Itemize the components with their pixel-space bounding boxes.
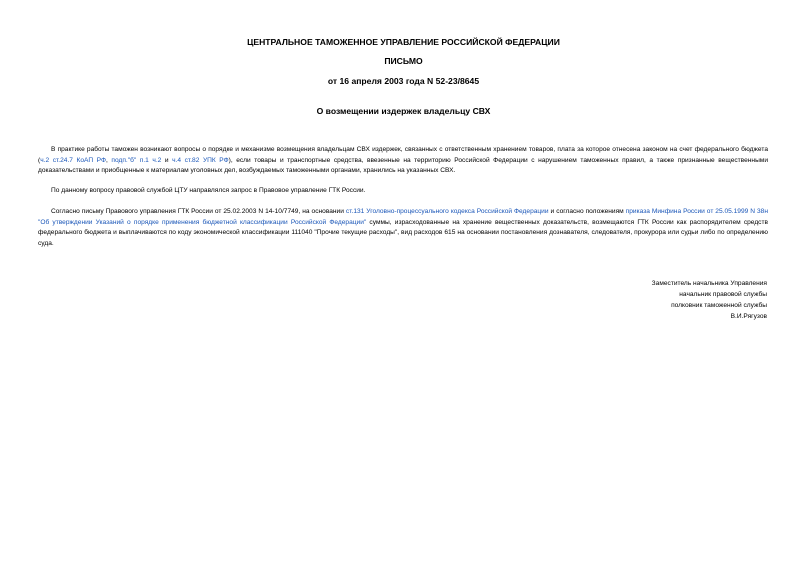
p3-text-3: суммы, израсходованные на хранение вещественных доказательств, возмещаются ГТК России как распорядителем средств федерального бюджета и выплачиваются по коду экономической классификации 111040 "Прочие текущие расходы", вид расходов 615 на основании постановления дознавателя, следователя, прокурора или судьи либо по определению суда. [38,218,768,247]
paragraph-1 [38,145,768,177]
link-koap-24-7[interactable]: ч.2 ст.24.7 КоАП РФ [40,156,106,164]
p1-text-1: В практике работы таможен возникают вопросы о порядке и механизме возмещения владельцам СВХ издержек, связанных с ответственным хранением товаров, плата за которое отнесена законом на счет федерального бюджета ( [38,146,768,164]
link-upk-131[interactable]: ст.131 Уголовно-процессуального кодекса Российской Федерации [345,208,549,215]
p1-text-3: и [161,156,173,164]
doc-type-heading: ПИСЬМО [384,56,423,66]
p3-text-1: Согласно письму Правового управления ГТК России от 25.02.2003 N 14-10/7749, на основании [51,208,346,215]
paragraph-2: По данному вопросу правовой службой ЦТУ направлялся запрос в Правовое управление ГТК России. [51,187,366,194]
link-minfin-order[interactable]: приказа Минфина России от 25.05.1999 N 38н "Об утверждении Указаний о порядке применения бюджетной классификации Российской Федерации" [38,208,768,226]
signature-block [652,278,767,322]
signature-line-position: Заместитель начальника Управления [651,280,767,287]
paragraph-3 [38,207,768,249]
link-upk-82[interactable]: ч.4 ст.82 УПК РФ [172,156,229,164]
subject-heading: О возмещении издержек владельцу СВХ [316,106,491,116]
p1-text-4: ), если товары и транспортные средства, ввезенные на территорию Российской Федерации с нарушением таможенных правил, а также признанные вещественными доказательствами и приобщенные к материалам уголовных дел, возбуждаемых таможенными органами, хранились на указанных СВХ. [38,156,769,175]
signature-name: В.И.Рягузов [730,313,767,320]
p3-text-2: и согласно положениям [548,208,626,215]
date-number-heading: от 16 апреля 2003 года N 52-23/8645 [327,76,480,86]
signature-line-service: начальник правовой службы [679,291,767,298]
link-upk-subp-b[interactable]: подп."б" п.1 ч.2 [111,156,162,164]
org-heading: ЦЕНТРАЛЬНОЕ ТАМОЖЕННОЕ УПРАВЛЕНИЕ РОССИЙСКОЙ ФЕДЕРАЦИИ [247,37,560,47]
signature-line-rank: полковник таможенной службы [671,302,767,309]
p1-text-2: , [105,156,112,164]
